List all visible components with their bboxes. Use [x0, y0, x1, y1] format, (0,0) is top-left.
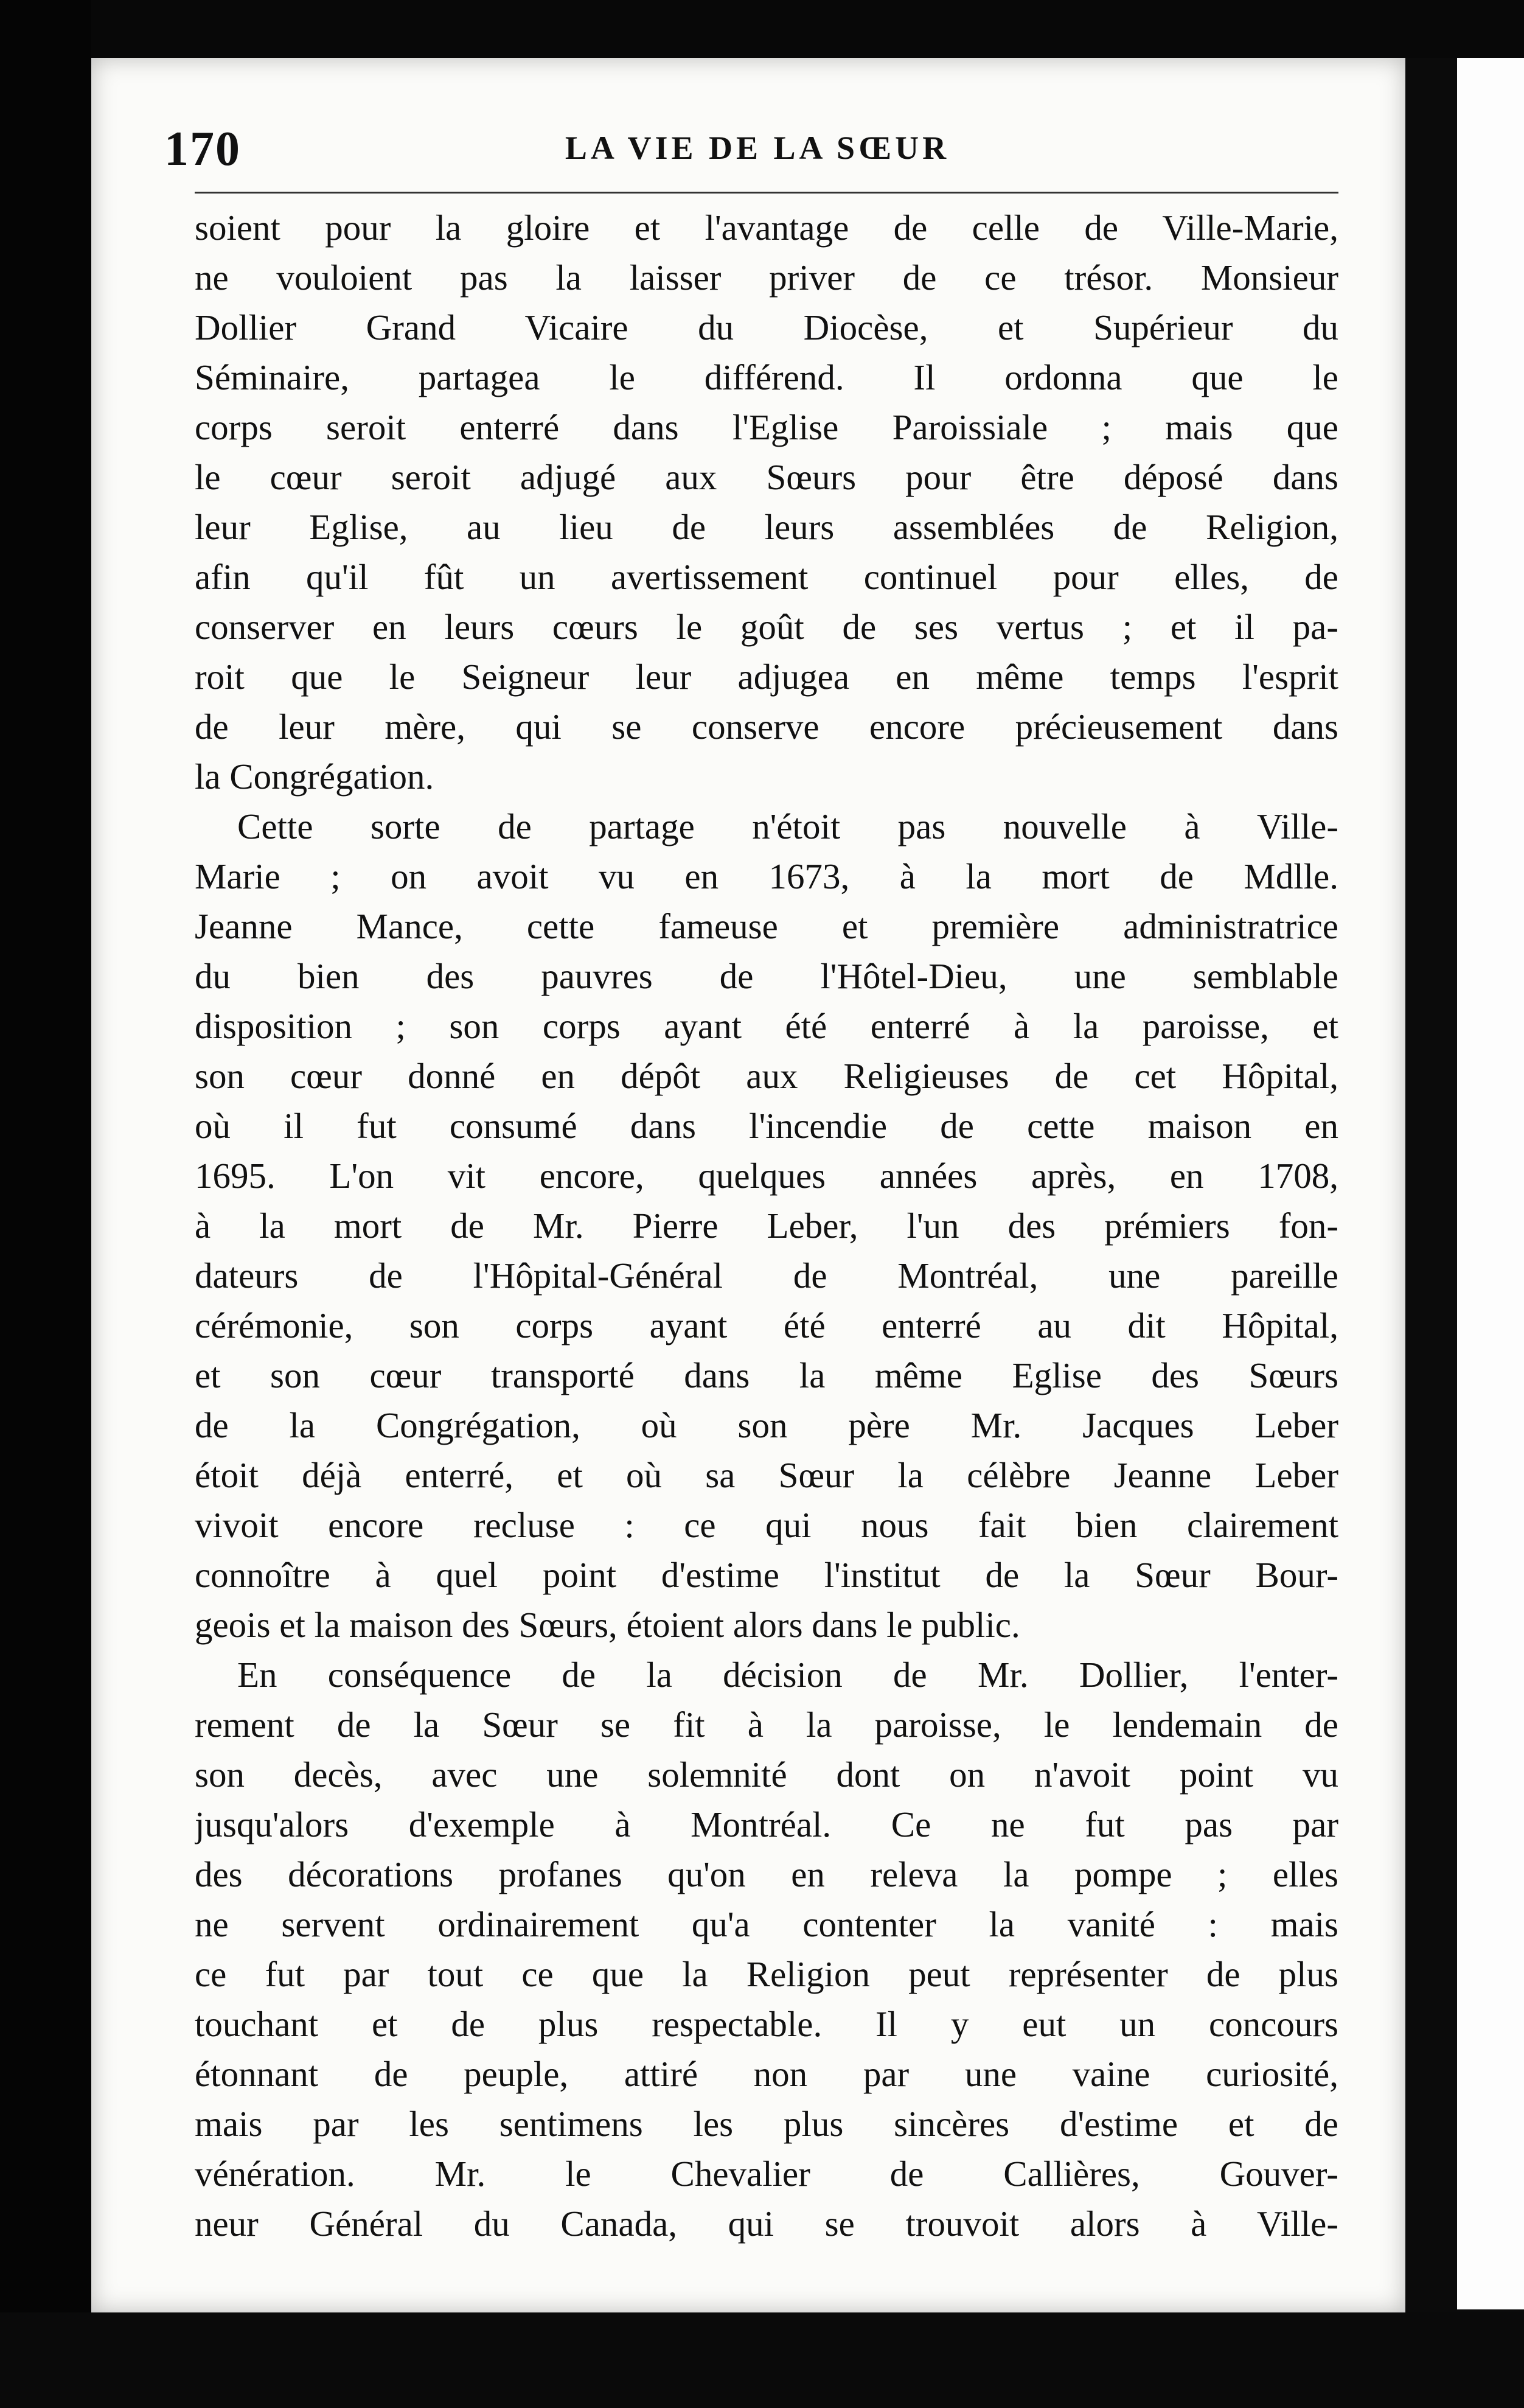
- text-line: En conséquence de la décision de Mr. Dollier, l'enter-: [237, 1655, 1338, 1695]
- text-line: le cœur seroit adjugé aux Sœurs pour être déposé dans: [195, 457, 1338, 497]
- book-page: [91, 58, 1405, 2312]
- text-line: 1695. L'on vit encore, quelques années après, en 1708,: [195, 1156, 1338, 1196]
- text-line: de leur mère, qui se conserve encore précieusement dans: [195, 707, 1338, 747]
- text-line: touchant et de plus respectable. Il y eut un concours: [195, 2004, 1338, 2044]
- text-line: du bien des pauvres de l'Hôtel-Dieu, une semblable: [195, 956, 1338, 996]
- text-line: connoître à quel point d'estime l'institut de la Sœur Bour-: [195, 1555, 1338, 1595]
- text-line: Séminaire, partagea le différend. Il ordonna que le: [195, 357, 1338, 397]
- text-line: ce fut par tout ce que la Religion peut représenter de plus: [195, 1954, 1338, 1994]
- text-line: Marie ; on avoit vu en 1673, à la mort de Mdlle.: [195, 856, 1338, 896]
- text-line: soient pour la gloire et l'avantage de celle de Ville-Marie,: [195, 208, 1338, 248]
- page-header: [164, 122, 1351, 176]
- text-line: son cœur donné en dépôt aux Religieuses de cet Hôpital,: [195, 1056, 1338, 1096]
- scan-top-border: [0, 0, 1524, 58]
- text-line: rement de la Sœur se fit à la paroisse, le lendemain de: [195, 1705, 1338, 1745]
- text-line: étoit déjà enterré, et où sa Sœur la célèbre Jeanne Leber: [195, 1455, 1338, 1495]
- text-line: neur Général du Canada, qui se trouvoit alors à Ville-: [195, 2204, 1338, 2244]
- text-line: ne vouloient pas la laisser priver de ce trésor. Monsieur: [195, 257, 1338, 298]
- text-line: afin qu'il fût un avertissement continuel pour elles, de: [195, 557, 1338, 597]
- text-line: leur Eglise, au lieu de leurs assemblées de Religion,: [195, 507, 1338, 547]
- page-number: 170: [164, 122, 241, 176]
- body-text: [195, 203, 1338, 2249]
- facing-page-edge: [1433, 58, 1524, 2309]
- scan-left-border: [0, 0, 91, 2408]
- text-line: à la mort de Mr. Pierre Leber, l'un des prémiers fon-: [195, 1206, 1338, 1246]
- text-line: dateurs de l'Hôpital-Général de Montréal, une pareille: [195, 1255, 1338, 1296]
- text-line: ne servent ordinairement qu'a contenter la vanité : mais: [195, 1904, 1338, 1944]
- text-line: Cette sorte de partage n'étoit pas nouvelle à Ville-: [237, 806, 1338, 846]
- text-line: mais par les sentimens les plus sincères d'estime et de: [195, 2104, 1338, 2144]
- text-line: jusqu'alors d'exemple à Montréal. Ce ne fut pas par: [195, 1804, 1338, 1844]
- text-line: et son cœur transporté dans la même Eglise des Sœurs: [195, 1355, 1338, 1395]
- text-line: des décorations profanes qu'on en releva la pompe ; elles: [195, 1854, 1338, 1894]
- text-line: Dollier Grand Vicaire du Diocèse, et Supérieur du: [195, 307, 1338, 347]
- text-line: son decès, avec une solemnité dont on n'avoit point vu: [195, 1754, 1338, 1795]
- running-title: LA VIE DE LA SŒUR: [565, 130, 950, 166]
- text-line: cérémonie, son corps ayant été enterré au dit Hôpital,: [195, 1305, 1338, 1345]
- text-line: où il fut consumé dans l'incendie de cette maison en: [195, 1106, 1338, 1146]
- text-line: de la Congrégation, où son père Mr. Jacques Leber: [195, 1405, 1338, 1445]
- text-line: geois et la maison des Sœurs, étoient alors dans le public.: [195, 1605, 1020, 1645]
- text-line: étonnant de peuple, attiré non par une vaine curiosité,: [195, 2054, 1338, 2094]
- text-line: disposition ; son corps ayant été enterré à la paroisse, et: [195, 1006, 1338, 1046]
- header-rule: [195, 192, 1338, 194]
- text-line: Jeanne Mance, cette fameuse et première administratrice: [195, 906, 1338, 946]
- text-line: vénération. Mr. le Chevalier de Callières, Gouver-: [195, 2154, 1338, 2194]
- text-line: conserver en leurs cœurs le goût de ses vertus ; et il pa-: [195, 607, 1338, 647]
- text-line: la Congrégation.: [195, 756, 434, 797]
- text-line: roit que le Seigneur leur adjugea en même temps l'esprit: [195, 657, 1338, 697]
- text-line: vivoit encore recluse : ce qui nous fait bien clairement: [195, 1505, 1338, 1545]
- scan-bottom-border: [0, 2312, 1524, 2408]
- text-line: corps seroit enterré dans l'Eglise Paroissiale ; mais que: [195, 407, 1338, 447]
